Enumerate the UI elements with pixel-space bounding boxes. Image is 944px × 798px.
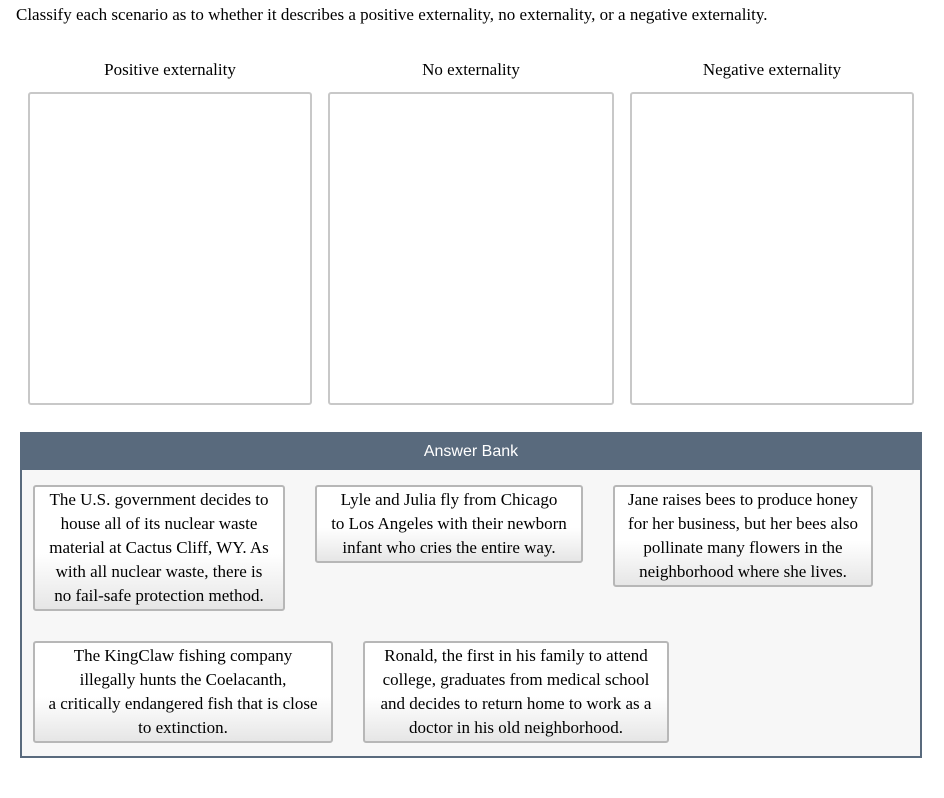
answer-card-nuclear-waste[interactable] bbox=[33, 485, 285, 611]
card-line: Lyle and Julia fly from Chicago bbox=[340, 490, 558, 509]
card-line: house all of its nuclear waste bbox=[60, 514, 258, 533]
card-line: pollinate many flowers in the bbox=[643, 538, 843, 557]
card-line: no fail-safe protection method. bbox=[54, 586, 264, 605]
answer-bank bbox=[20, 432, 922, 758]
card-line: illegally hunts the Coelacanth, bbox=[79, 670, 287, 689]
card-line: for her business, but her bees also bbox=[628, 514, 858, 533]
card-line: Ronald, the first in his family to attend bbox=[384, 646, 648, 665]
bin-positive-externality[interactable] bbox=[28, 92, 312, 405]
card-line: material at Cactus Cliff, WY. As bbox=[49, 538, 269, 557]
card-line: a critically endangered fish that is close bbox=[48, 694, 318, 713]
answer-card-honey-bees[interactable] bbox=[613, 485, 873, 587]
bin-negative-externality[interactable] bbox=[630, 92, 914, 405]
bin-title-negative: Negative externality bbox=[702, 60, 842, 79]
card-line: infant who cries the entire way. bbox=[342, 538, 556, 557]
card-line: neighborhood where she lives. bbox=[639, 562, 847, 581]
answer-bank-title: Answer Bank bbox=[22, 434, 920, 470]
card-line: college, graduates from medical school bbox=[382, 670, 650, 689]
answer-card-ronald-doctor[interactable] bbox=[363, 641, 669, 743]
bin-title-none: No externality bbox=[422, 60, 520, 79]
instructions: Classify each scenario as to whether it describes a positive externality, no externality, or a negative externality. bbox=[16, 5, 768, 24]
card-line: and decides to return home to work as a bbox=[380, 694, 652, 713]
answer-card-crying-infant[interactable] bbox=[315, 485, 583, 563]
card-line: doctor in his old neighborhood. bbox=[409, 718, 623, 737]
bin-title-positive: Positive externality bbox=[104, 60, 236, 79]
card-line: to extinction. bbox=[138, 718, 228, 737]
answer-card-kingclaw-fishing[interactable] bbox=[33, 641, 333, 743]
card-line: The U.S. government decides to bbox=[49, 490, 269, 509]
card-line: with all nuclear waste, there is bbox=[55, 562, 263, 581]
card-line: to Los Angeles with their newborn bbox=[331, 514, 567, 533]
bin-no-externality[interactable] bbox=[328, 92, 614, 405]
card-line: Jane raises bees to produce honey bbox=[628, 490, 858, 509]
card-line: The KingClaw fishing company bbox=[73, 646, 293, 665]
